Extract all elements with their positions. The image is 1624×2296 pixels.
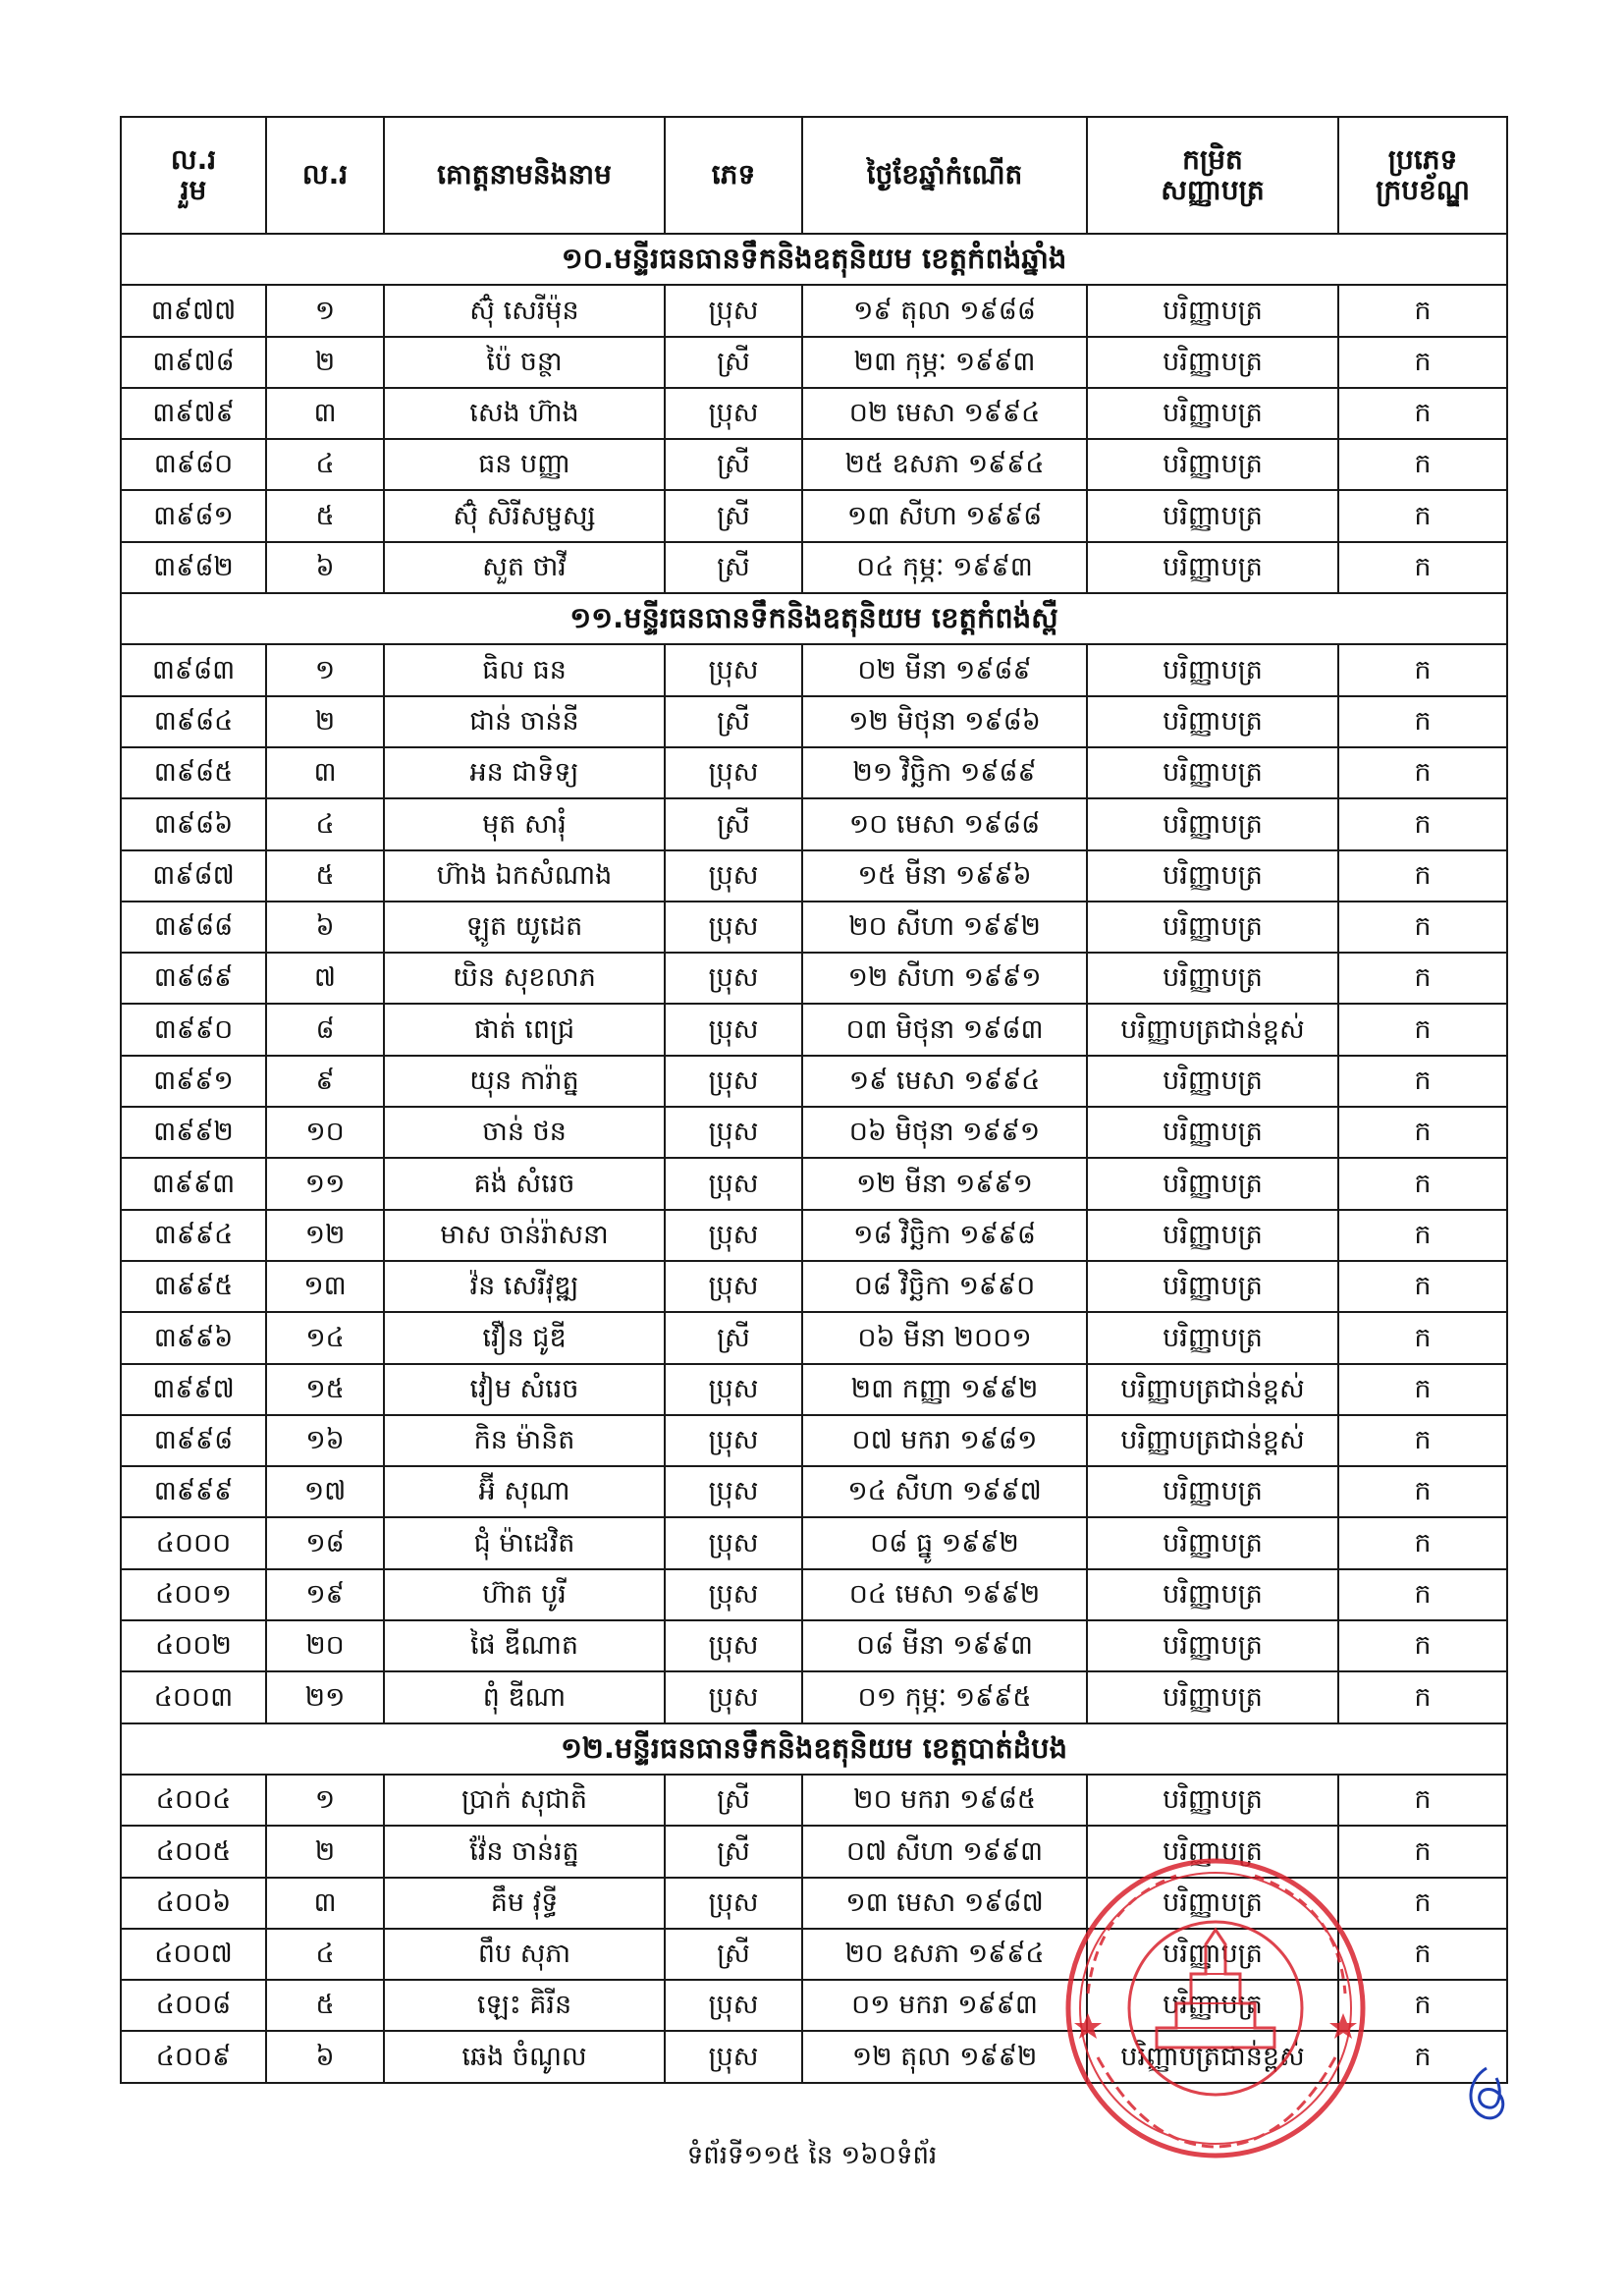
cell-no: ១៤ bbox=[266, 1312, 384, 1363]
cell-no: ៨ bbox=[266, 1004, 384, 1055]
cell-dob: ១២ តុលា ១៩៩២ bbox=[802, 2031, 1087, 2082]
cell-framework: ក bbox=[1338, 388, 1507, 439]
table-row bbox=[121, 1671, 1507, 1722]
cell-no: ១ bbox=[266, 1775, 384, 1826]
cell-sex: ស្រី bbox=[665, 490, 802, 541]
cell-framework: ក bbox=[1338, 1980, 1507, 2031]
cell-no: ៥ bbox=[266, 490, 384, 541]
header-framework-line2: ក្របខ័ណ្ឌ bbox=[1376, 173, 1470, 206]
header-dob: ថ្ងៃខែឆ្នាំកំណើត bbox=[802, 117, 1087, 234]
cell-name: ចាន់ ថន bbox=[384, 1107, 665, 1158]
cell-no: ៦ bbox=[266, 542, 384, 593]
cell-no: ១៥ bbox=[266, 1364, 384, 1415]
cell-no: ៩ bbox=[266, 1056, 384, 1107]
cell-dob: ២០ មករា ១៩៨៥ bbox=[802, 1775, 1087, 1826]
cell-framework: ក bbox=[1338, 1312, 1507, 1363]
cell-degree: បរិញ្ញាបត្រ bbox=[1087, 1312, 1338, 1363]
cell-total-no: ៣៩៨៩ bbox=[121, 953, 266, 1004]
cell-name: វ៉ែន ចាន់រត្ន bbox=[384, 1826, 665, 1877]
cell-name: គង់ សំរេច bbox=[384, 1158, 665, 1209]
cell-degree: បរិញ្ញាបត្រ bbox=[1087, 696, 1338, 747]
cell-framework: ក bbox=[1338, 850, 1507, 902]
cell-framework: ក bbox=[1338, 439, 1507, 490]
cell-total-no: ៣៩៨០ bbox=[121, 439, 266, 490]
table-row bbox=[121, 696, 1507, 747]
cell-sex: ប្រុស bbox=[665, 1364, 802, 1415]
table-row bbox=[121, 1004, 1507, 1055]
cell-sex: ប្រុស bbox=[665, 1620, 802, 1671]
cell-sex: ប្រុស bbox=[665, 1415, 802, 1466]
cell-no: ១៩ bbox=[266, 1569, 384, 1620]
cell-degree: បរិញ្ញាបត្រជាន់ខ្ពស់ bbox=[1087, 1364, 1338, 1415]
cell-sex: ប្រុស bbox=[665, 1210, 802, 1261]
personnel-table bbox=[120, 116, 1508, 2084]
cell-framework: ក bbox=[1338, 1826, 1507, 1877]
cell-dob: ០៣ មិថុនា ១៩៨៣ bbox=[802, 1004, 1087, 1055]
table-row bbox=[121, 644, 1507, 695]
cell-total-no: ៤០០៤ bbox=[121, 1775, 266, 1826]
cell-sex: ប្រុស bbox=[665, 1261, 802, 1312]
cell-total-no: ៣៩៨២ bbox=[121, 542, 266, 593]
table-row bbox=[121, 1210, 1507, 1261]
cell-sex: ប្រុស bbox=[665, 1004, 802, 1055]
cell-total-no: ៣៩៨៧ bbox=[121, 850, 266, 902]
cell-no: ៣ bbox=[266, 388, 384, 439]
cell-no: ៥ bbox=[266, 1980, 384, 2031]
cell-framework: ក bbox=[1338, 798, 1507, 849]
cell-framework: ក bbox=[1338, 1620, 1507, 1671]
table-row bbox=[121, 1107, 1507, 1158]
cell-no: ៣ bbox=[266, 747, 384, 798]
cell-name: ហ៊ាត បូរី bbox=[384, 1569, 665, 1620]
cell-framework: ក bbox=[1338, 953, 1507, 1004]
cell-degree: បរិញ្ញាបត្រ bbox=[1087, 1466, 1338, 1517]
cell-name: អ៊ី សុណា bbox=[384, 1466, 665, 1517]
cell-framework: ក bbox=[1338, 696, 1507, 747]
cell-dob: ១៨ វិច្ឆិកា ១៩៩៨ bbox=[802, 1210, 1087, 1261]
cell-degree: បរិញ្ញាបត្រ bbox=[1087, 1158, 1338, 1209]
cell-total-no: ៣៩៨៨ bbox=[121, 902, 266, 953]
cell-name: មុត សារុំ bbox=[384, 798, 665, 849]
cell-total-no: ៣៩៨៤ bbox=[121, 696, 266, 747]
cell-framework: ក bbox=[1338, 1671, 1507, 1722]
cell-dob: ០៧ សីហា ១៩៩៣ bbox=[802, 1826, 1087, 1877]
cell-degree: បរិញ្ញាបត្រ bbox=[1087, 490, 1338, 541]
cell-degree: បរិញ្ញាបត្រ bbox=[1087, 644, 1338, 695]
table-row bbox=[121, 542, 1507, 593]
cell-sex: ប្រុស bbox=[665, 1878, 802, 1929]
cell-name: ជុំ ម៉ាដេវិត bbox=[384, 1517, 665, 1568]
cell-degree: បរិញ្ញាបត្រ bbox=[1087, 1107, 1338, 1158]
cell-sex: ប្រុស bbox=[665, 850, 802, 902]
cell-dob: ១៥ មីនា ១៩៩៦ bbox=[802, 850, 1087, 902]
table-body bbox=[121, 234, 1507, 2083]
cell-no: ៤ bbox=[266, 439, 384, 490]
cell-total-no: ៣៩៩០ bbox=[121, 1004, 266, 1055]
cell-dob: ០៨ ធ្នូ ១៩៩២ bbox=[802, 1517, 1087, 1568]
cell-dob: ១២ សីហា ១៩៩១ bbox=[802, 953, 1087, 1004]
cell-degree: បរិញ្ញាបត្រ bbox=[1087, 850, 1338, 902]
header-total-no-line2: រួម bbox=[180, 173, 207, 206]
cell-dob: ២៣ កុម្ភៈ ១៩៩៣ bbox=[802, 337, 1087, 388]
table-header bbox=[121, 117, 1507, 234]
cell-name: សេង ហ៊ាង bbox=[384, 388, 665, 439]
header-sex: ភេទ bbox=[665, 117, 802, 234]
cell-no: ៧ bbox=[266, 953, 384, 1004]
cell-no: ៤ bbox=[266, 1929, 384, 1980]
cell-dob: ០៧ មករា ១៩៨១ bbox=[802, 1415, 1087, 1466]
cell-degree: បរិញ្ញាបត្រ bbox=[1087, 1775, 1338, 1826]
cell-dob: ០៦ មីនា ២០០១ bbox=[802, 1312, 1087, 1363]
table-row bbox=[121, 902, 1507, 953]
cell-sex: ស្រី bbox=[665, 337, 802, 388]
cell-no: ១ bbox=[266, 644, 384, 695]
cell-name: ប៉ៃ ចន្ថា bbox=[384, 337, 665, 388]
cell-dob: ១៣ សីហា ១៩៩៨ bbox=[802, 490, 1087, 541]
cell-framework: ក bbox=[1338, 337, 1507, 388]
cell-name: ពុំ ឌីណា bbox=[384, 1671, 665, 1722]
cell-degree: បរិញ្ញាបត្រ bbox=[1087, 1056, 1338, 1107]
cell-sex: ស្រី bbox=[665, 1826, 802, 1877]
cell-no: ១ bbox=[266, 285, 384, 336]
cell-degree: បរិញ្ញាបត្រ bbox=[1087, 1261, 1338, 1312]
section-row bbox=[121, 593, 1507, 644]
cell-framework: ក bbox=[1338, 1878, 1507, 1929]
cell-dob: ០៨ មីនា ១៩៩៣ bbox=[802, 1620, 1087, 1671]
cell-sex: ប្រុស bbox=[665, 1056, 802, 1107]
table-row bbox=[121, 388, 1507, 439]
table-row bbox=[121, 285, 1507, 336]
cell-dob: ១៣ មេសា ១៩៨៧ bbox=[802, 1878, 1087, 1929]
cell-total-no: ៣៩៩៥ bbox=[121, 1261, 266, 1312]
cell-sex: ប្រុស bbox=[665, 1158, 802, 1209]
section-title: ១២.មន្ទីរធនធានទឹកនិងឧតុនិយម ខេត្តបាត់ដំបង bbox=[121, 1723, 1507, 1775]
section-row bbox=[121, 1723, 1507, 1775]
cell-name: ឡេះ គិរីន bbox=[384, 1980, 665, 2031]
cell-dob: ០១ មករា ១៩៩៣ bbox=[802, 1980, 1087, 2031]
cell-sex: ប្រុស bbox=[665, 2031, 802, 2082]
cell-framework: ក bbox=[1338, 1415, 1507, 1466]
cell-degree: បរិញ្ញាបត្រ bbox=[1087, 337, 1338, 388]
section-title: ១១.មន្ទីរធនធានទឹកនិងឧតុនិយម ខេត្តកំពង់ស្ពឺ bbox=[121, 593, 1507, 644]
cell-total-no: ៤០០៣ bbox=[121, 1671, 266, 1722]
cell-no: ១២ bbox=[266, 1210, 384, 1261]
cell-total-no: ៣៩៨៦ bbox=[121, 798, 266, 849]
header-total-no bbox=[121, 117, 266, 234]
cell-degree: បរិញ្ញាបត្រ bbox=[1087, 798, 1338, 849]
header-name: គោត្តនាមនិងនាម bbox=[384, 117, 665, 234]
cell-degree: បរិញ្ញាបត្រ bbox=[1087, 1929, 1338, 1980]
cell-name: អន ជាទិទ្យ bbox=[384, 747, 665, 798]
cell-degree: បរិញ្ញាបត្រ bbox=[1087, 542, 1338, 593]
cell-total-no: ៣៩៩៨ bbox=[121, 1415, 266, 1466]
section-row bbox=[121, 234, 1507, 285]
cell-sex: ប្រុស bbox=[665, 902, 802, 953]
table-row bbox=[121, 1569, 1507, 1620]
cell-no: ៦ bbox=[266, 902, 384, 953]
cell-framework: ក bbox=[1338, 1517, 1507, 1568]
table-row bbox=[121, 1056, 1507, 1107]
cell-degree: បរិញ្ញាបត្រ bbox=[1087, 1980, 1338, 2031]
cell-degree: បរិញ្ញាបត្រ bbox=[1087, 388, 1338, 439]
cell-dob: ១២ មីនា ១៩៩១ bbox=[802, 1158, 1087, 1209]
cell-sex: ប្រុស bbox=[665, 388, 802, 439]
cell-total-no: ៤០០៥ bbox=[121, 1826, 266, 1877]
cell-dob: ២០ ឧសភា ១៩៩៤ bbox=[802, 1929, 1087, 1980]
cell-framework: ក bbox=[1338, 542, 1507, 593]
cell-no: ៥ bbox=[266, 850, 384, 902]
cell-framework: ក bbox=[1338, 1107, 1507, 1158]
cell-no: ៤ bbox=[266, 798, 384, 849]
cell-total-no: ៣៩៩៣ bbox=[121, 1158, 266, 1209]
cell-degree: បរិញ្ញាបត្រ bbox=[1087, 1826, 1338, 1877]
cell-dob: ០៤ កុម្ភៈ ១៩៩៣ bbox=[802, 542, 1087, 593]
cell-name: កិន ម៉ានិត bbox=[384, 1415, 665, 1466]
cell-sex: ប្រុស bbox=[665, 1569, 802, 1620]
cell-sex: ស្រី bbox=[665, 439, 802, 490]
header-total-no-line1: ល.រ bbox=[170, 142, 217, 176]
cell-name: វៀម សំរេច bbox=[384, 1364, 665, 1415]
cell-name: ស៊ុំ សេរីម៉ុន bbox=[384, 285, 665, 336]
table-row bbox=[121, 1312, 1507, 1363]
cell-degree: បរិញ្ញាបត្រជាន់ខ្ពស់ bbox=[1087, 1415, 1338, 1466]
cell-dob: ០១ កុម្ភៈ ១៩៩៥ bbox=[802, 1671, 1087, 1722]
cell-name: ប្រាក់ សុជាតិ bbox=[384, 1775, 665, 1826]
cell-no: ១០ bbox=[266, 1107, 384, 1158]
cell-framework: ក bbox=[1338, 1466, 1507, 1517]
cell-framework: ក bbox=[1338, 285, 1507, 336]
cell-dob: ១២ មិថុនា ១៩៨៦ bbox=[802, 696, 1087, 747]
cell-name: យិន សុខលាភ bbox=[384, 953, 665, 1004]
cell-name: ស៊ុំ សិរីសម្ផស្ស bbox=[384, 490, 665, 541]
cell-total-no: ៣៩៨១ bbox=[121, 490, 266, 541]
cell-sex: ស្រី bbox=[665, 1929, 802, 1980]
cell-degree: បរិញ្ញាបត្រ bbox=[1087, 1878, 1338, 1929]
table-row bbox=[121, 1158, 1507, 1209]
cell-no: ១៣ bbox=[266, 1261, 384, 1312]
cell-name: ឆេង ចំណូល bbox=[384, 2031, 665, 2082]
cell-total-no: ៣៩៨៥ bbox=[121, 747, 266, 798]
cell-degree: បរិញ្ញាបត្រ bbox=[1087, 1620, 1338, 1671]
cell-sex: ស្រី bbox=[665, 696, 802, 747]
header-framework-line1: ប្រភេទ bbox=[1387, 142, 1458, 176]
cell-sex: ប្រុស bbox=[665, 285, 802, 336]
cell-total-no: ៤០០៧ bbox=[121, 1929, 266, 1980]
cell-name: ឡូត យូដេត bbox=[384, 902, 665, 953]
cell-dob: ២៥ ឧសភា ១៩៩៤ bbox=[802, 439, 1087, 490]
cell-degree: បរិញ្ញាបត្រ bbox=[1087, 902, 1338, 953]
header-degree-line2: សញ្ញាបត្រ bbox=[1161, 173, 1265, 206]
cell-total-no: ៤០០២ bbox=[121, 1620, 266, 1671]
cell-no: ១៧ bbox=[266, 1466, 384, 1517]
table-row bbox=[121, 1466, 1507, 1517]
cell-total-no: ៣៩៩៧ bbox=[121, 1364, 266, 1415]
cell-sex: ប្រុស bbox=[665, 1107, 802, 1158]
cell-name: ធន បញ្ញា bbox=[384, 439, 665, 490]
cell-degree: បរិញ្ញាបត្រ bbox=[1087, 439, 1338, 490]
cell-framework: ក bbox=[1338, 1364, 1507, 1415]
cell-dob: ០២ មីនា ១៩៨៩ bbox=[802, 644, 1087, 695]
cell-total-no: ៣៩៧៧ bbox=[121, 285, 266, 336]
cell-name: គឹម វុទ្ធី bbox=[384, 1878, 665, 1929]
cell-framework: ក bbox=[1338, 644, 1507, 695]
cell-name: វ៉ន សេរីវុឌ្ឍ bbox=[384, 1261, 665, 1312]
cell-name: យុន ការ៉ាត្ន bbox=[384, 1056, 665, 1107]
cell-total-no: ៣៩៩៩ bbox=[121, 1466, 266, 1517]
cell-sex: ស្រី bbox=[665, 798, 802, 849]
cell-no: ២១ bbox=[266, 1671, 384, 1722]
cell-degree: បរិញ្ញាបត្រ bbox=[1087, 1569, 1338, 1620]
cell-total-no: ៣៩៩១ bbox=[121, 1056, 266, 1107]
cell-sex: ប្រុស bbox=[665, 1517, 802, 1568]
cell-dob: ០៨ វិច្ឆិកា ១៩៩០ bbox=[802, 1261, 1087, 1312]
cell-sex: ប្រុស bbox=[665, 953, 802, 1004]
header-degree-line1: កម្រិត bbox=[1182, 142, 1243, 176]
table-row bbox=[121, 747, 1507, 798]
cell-degree: បរិញ្ញាបត្រ bbox=[1087, 1210, 1338, 1261]
cell-sex: ប្រុស bbox=[665, 1980, 802, 2031]
cell-total-no: ៤០០១ bbox=[121, 1569, 266, 1620]
cell-dob: ១០ មេសា ១៩៨៨ bbox=[802, 798, 1087, 849]
cell-framework: ក bbox=[1338, 490, 1507, 541]
table-row bbox=[121, 439, 1507, 490]
section-title: ១០.មន្ទីរធនធានទឹកនិងឧតុនិយម ខេត្តកំពង់ឆ្នាំង bbox=[121, 234, 1507, 285]
cell-degree: បរិញ្ញាបត្រ bbox=[1087, 1517, 1338, 1568]
cell-degree: បរិញ្ញាបត្រ bbox=[1087, 1671, 1338, 1722]
cell-degree: បរិញ្ញាបត្រ bbox=[1087, 285, 1338, 336]
cell-framework: ក bbox=[1338, 2031, 1507, 2082]
cell-degree: បរិញ្ញាបត្រ bbox=[1087, 747, 1338, 798]
cell-framework: ក bbox=[1338, 1569, 1507, 1620]
table-row bbox=[121, 953, 1507, 1004]
cell-name: ផៃ ឌីណាត bbox=[384, 1620, 665, 1671]
page-number: ទំព័រទី១១៥ នៃ ១៦០ទំព័រ bbox=[686, 2141, 938, 2170]
cell-framework: ក bbox=[1338, 902, 1507, 953]
cell-framework: ក bbox=[1338, 1056, 1507, 1107]
cell-framework: ក bbox=[1338, 1004, 1507, 1055]
cell-no: ២០ bbox=[266, 1620, 384, 1671]
cell-name: មាស ចាន់រ៉ាសនា bbox=[384, 1210, 665, 1261]
cell-no: ៦ bbox=[266, 2031, 384, 2082]
cell-framework: ក bbox=[1338, 1210, 1507, 1261]
table-row bbox=[121, 337, 1507, 388]
cell-no: ២ bbox=[266, 696, 384, 747]
cell-total-no: ៣៩៨៣ bbox=[121, 644, 266, 695]
cell-degree: បរិញ្ញាបត្រជាន់ខ្ពស់ bbox=[1087, 2031, 1338, 2082]
cell-no: ១៨ bbox=[266, 1517, 384, 1568]
table-row bbox=[121, 798, 1507, 849]
cell-total-no: ៣៩៧៩ bbox=[121, 388, 266, 439]
cell-sex: ប្រុស bbox=[665, 747, 802, 798]
cell-framework: ក bbox=[1338, 1261, 1507, 1312]
cell-framework: ក bbox=[1338, 747, 1507, 798]
cell-name: ជាន់ ចាន់នី bbox=[384, 696, 665, 747]
header-no: ល.រ bbox=[266, 117, 384, 234]
table-row bbox=[121, 1775, 1507, 1826]
cell-framework: ក bbox=[1338, 1929, 1507, 1980]
table-row bbox=[121, 1364, 1507, 1415]
cell-total-no: ៣៩៧៨ bbox=[121, 337, 266, 388]
table-row bbox=[121, 490, 1507, 541]
cell-sex: ប្រុស bbox=[665, 1671, 802, 1722]
cell-framework: ក bbox=[1338, 1775, 1507, 1826]
table-row bbox=[121, 850, 1507, 902]
cell-total-no: ៤០០០ bbox=[121, 1517, 266, 1568]
cell-name: ធិល ធន bbox=[384, 644, 665, 695]
cell-total-no: ៣៩៩៤ bbox=[121, 1210, 266, 1261]
cell-sex: ស្រី bbox=[665, 1775, 802, 1826]
cell-sex: ប្រុស bbox=[665, 644, 802, 695]
cell-sex: ស្រី bbox=[665, 1312, 802, 1363]
cell-dob: ១៩ តុលា ១៩៨៨ bbox=[802, 285, 1087, 336]
cell-no: ២ bbox=[266, 337, 384, 388]
cell-name: ហ៊ាង ឯកសំណាង bbox=[384, 850, 665, 902]
cell-degree: បរិញ្ញាបត្រ bbox=[1087, 953, 1338, 1004]
cell-sex: ប្រុស bbox=[665, 1466, 802, 1517]
table-row bbox=[121, 1261, 1507, 1312]
cell-dob: ១៤ សីហា ១៩៩៧ bbox=[802, 1466, 1087, 1517]
official-seal-icon bbox=[1058, 1846, 1373, 2170]
cell-degree: បរិញ្ញាបត្រជាន់ខ្ពស់ bbox=[1087, 1004, 1338, 1055]
cell-dob: ២៣ កញ្ញា ១៩៩២ bbox=[802, 1364, 1087, 1415]
cell-total-no: ៤០០៩ bbox=[121, 2031, 266, 2082]
cell-no: ៣ bbox=[266, 1878, 384, 1929]
cell-dob: ០៤ មេសា ១៩៩២ bbox=[802, 1569, 1087, 1620]
cell-sex: ស្រី bbox=[665, 542, 802, 593]
cell-total-no: ៣៩៩២ bbox=[121, 1107, 266, 1158]
table-row bbox=[121, 1620, 1507, 1671]
table-row bbox=[121, 1517, 1507, 1568]
cell-dob: ១៩ មេសា ១៩៩៤ bbox=[802, 1056, 1087, 1107]
cell-no: ១៦ bbox=[266, 1415, 384, 1466]
header-degree bbox=[1087, 117, 1338, 234]
cell-name: វឿន ជូឌី bbox=[384, 1312, 665, 1363]
cell-dob: ០៦ មិថុនា ១៩៩១ bbox=[802, 1107, 1087, 1158]
cell-dob: ២០ សីហា ១៩៩២ bbox=[802, 902, 1087, 953]
cell-dob: ២១ វិច្ឆិកា ១៩៨៩ bbox=[802, 747, 1087, 798]
signature-icon bbox=[1457, 2060, 1516, 2129]
cell-name: សួត ថាវី bbox=[384, 542, 665, 593]
cell-dob: ០២ មេសា ១៩៩៤ bbox=[802, 388, 1087, 439]
table-row bbox=[121, 1415, 1507, 1466]
header-framework bbox=[1338, 117, 1507, 234]
cell-total-no: ៤០០៨ bbox=[121, 1980, 266, 2031]
cell-name: ផាត់ ពេជ្រ bbox=[384, 1004, 665, 1055]
cell-no: ១១ bbox=[266, 1158, 384, 1209]
cell-name: ពឹប សុភា bbox=[384, 1929, 665, 1980]
cell-no: ២ bbox=[266, 1826, 384, 1877]
cell-total-no: ៣៩៩៦ bbox=[121, 1312, 266, 1363]
cell-framework: ក bbox=[1338, 1158, 1507, 1209]
cell-total-no: ៤០០៦ bbox=[121, 1878, 266, 1929]
